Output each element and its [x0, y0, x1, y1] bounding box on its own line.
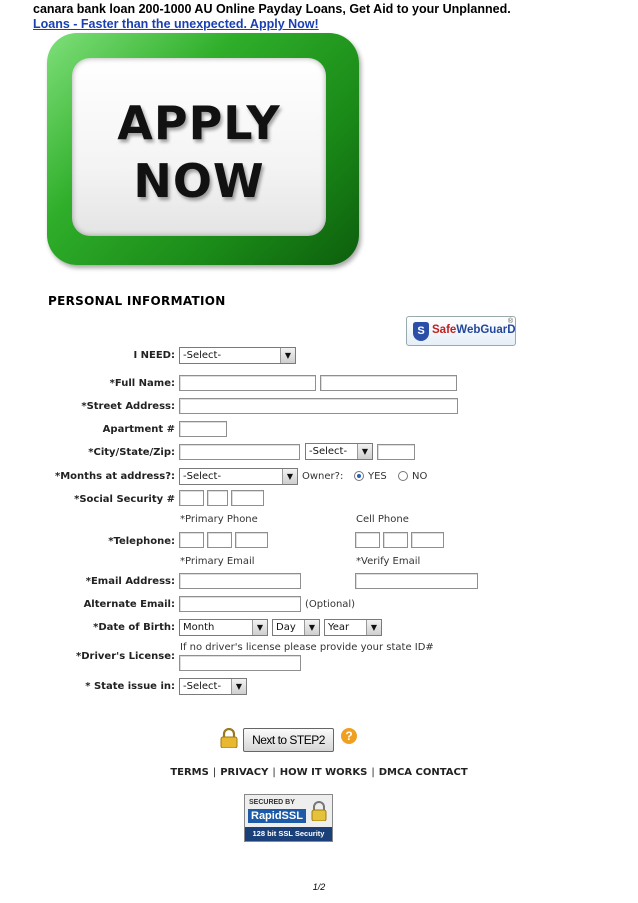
ssn-part-3[interactable]	[231, 490, 264, 506]
shield-icon: S	[413, 322, 429, 341]
verify-email-hint: *Verify Email	[356, 556, 421, 567]
email-input[interactable]	[179, 573, 301, 589]
chevron-down-icon: ▼	[366, 620, 381, 635]
city-input[interactable]	[179, 444, 300, 460]
state-select[interactable]: -Select- ▼	[305, 443, 373, 460]
alt-email-input[interactable]	[179, 596, 301, 612]
state-issue-label: * State issue in:	[85, 681, 175, 692]
full-name-label: *Full Name:	[109, 378, 175, 389]
chevron-down-icon: ▼	[304, 620, 319, 635]
license-hint: If no driver's license please provide your state ID#	[180, 642, 434, 653]
license-label: *Driver's License:	[76, 651, 175, 662]
cell-prefix[interactable]	[383, 532, 408, 548]
chevron-down-icon: ▼	[282, 469, 297, 484]
next-step-button[interactable]: Next to STEP2	[243, 728, 334, 752]
i-need-select[interactable]: -Select- ▼	[179, 347, 296, 364]
months-label: *Months at address?:	[55, 471, 175, 482]
safewebguard-badge[interactable]	[406, 316, 516, 346]
first-name-input[interactable]	[179, 375, 316, 391]
ssn-label: *Social Security #	[74, 494, 175, 505]
verify-email-input[interactable]	[355, 573, 478, 589]
chevron-down-icon: ▼	[357, 444, 372, 459]
page-title: canara bank loan 200-1000 AU Online Payday Loans, Get Aid to your Unplanned.	[33, 2, 511, 16]
owner-no-radio[interactable]	[398, 471, 408, 481]
city-label: *City/State/Zip:	[88, 447, 175, 458]
page-number: 1/2	[312, 882, 326, 892]
zip-input[interactable]	[377, 444, 415, 460]
i-need-label: I NEED:	[133, 350, 175, 361]
owner-yes-label: YES	[368, 471, 387, 482]
apply-now-panel[interactable]	[72, 58, 326, 236]
ssl-strength: 128 bit SSL Security	[245, 827, 332, 841]
apply-link[interactable]: Loans - Faster than the unexpected. Apply Now!	[33, 17, 319, 31]
safewebguard-text: SafeWebGuarD	[432, 324, 516, 336]
lock-icon	[220, 728, 238, 748]
section-title: PERSONAL INFORMATION	[48, 294, 226, 308]
chevron-down-icon: ▼	[252, 620, 267, 635]
dob-year-select[interactable]: Year ▼	[324, 619, 382, 636]
ssl-secured-by: SECURED BY	[249, 799, 295, 806]
apartment-input[interactable]	[179, 421, 227, 437]
primary-phone-hint: *Primary Phone	[180, 514, 258, 525]
dob-day-select[interactable]: Day ▼	[272, 619, 320, 636]
dob-label: *Date of Birth:	[93, 622, 175, 633]
street-label: *Street Address:	[81, 401, 175, 412]
apartment-label: Apartment #	[102, 424, 175, 435]
privacy-link[interactable]: PRIVACY	[220, 767, 269, 778]
apply-now-banner[interactable]	[47, 33, 359, 265]
state-issue-select[interactable]: -Select- ▼	[179, 678, 247, 695]
telephone-label: *Telephone:	[108, 536, 175, 547]
cell-area[interactable]	[355, 532, 380, 548]
email-label: *Email Address:	[85, 576, 175, 587]
street-input[interactable]	[179, 398, 458, 414]
ssn-part-1[interactable]	[179, 490, 204, 506]
optional-note: (Optional)	[305, 599, 356, 610]
dmca-contact-link[interactable]: DMCA CONTACT	[378, 767, 468, 778]
dob-month-select[interactable]: Month ▼	[179, 619, 268, 636]
chevron-down-icon: ▼	[280, 348, 295, 363]
months-select[interactable]: -Select- ▼	[179, 468, 298, 485]
terms-link[interactable]: TERMS	[170, 767, 209, 778]
phone-prefix[interactable]	[207, 532, 232, 548]
registered-mark: ®	[507, 318, 513, 325]
primary-email-hint: *Primary Email	[180, 556, 255, 567]
phone-area[interactable]	[179, 532, 204, 548]
alt-email-label: Alternate Email:	[83, 599, 175, 610]
last-name-input[interactable]	[320, 375, 457, 391]
help-icon[interactable]: ?	[341, 728, 357, 744]
padlock-icon	[311, 801, 327, 821]
license-input[interactable]	[179, 655, 301, 671]
how-it-works-link[interactable]: HOW IT WORKS	[279, 767, 368, 778]
phone-line[interactable]	[235, 532, 268, 548]
owner-no-label: NO	[412, 471, 428, 482]
chevron-down-icon: ▼	[231, 679, 246, 694]
cell-phone-hint: Cell Phone	[356, 514, 409, 525]
apply-line-1: APPLY	[117, 96, 281, 150]
apply-line-2: NOW	[133, 154, 265, 208]
rapidssl-badge[interactable]	[244, 794, 333, 842]
ssn-part-2[interactable]	[207, 490, 228, 506]
owner-yes-radio[interactable]	[354, 471, 364, 481]
cell-line[interactable]	[411, 532, 444, 548]
footer-links: TERMS | PRIVACY | HOW IT WORKS | DMCA CONTACT	[170, 767, 468, 778]
ssl-brand: RapidSSL	[248, 809, 306, 823]
owner-label: Owner?:	[302, 471, 344, 482]
